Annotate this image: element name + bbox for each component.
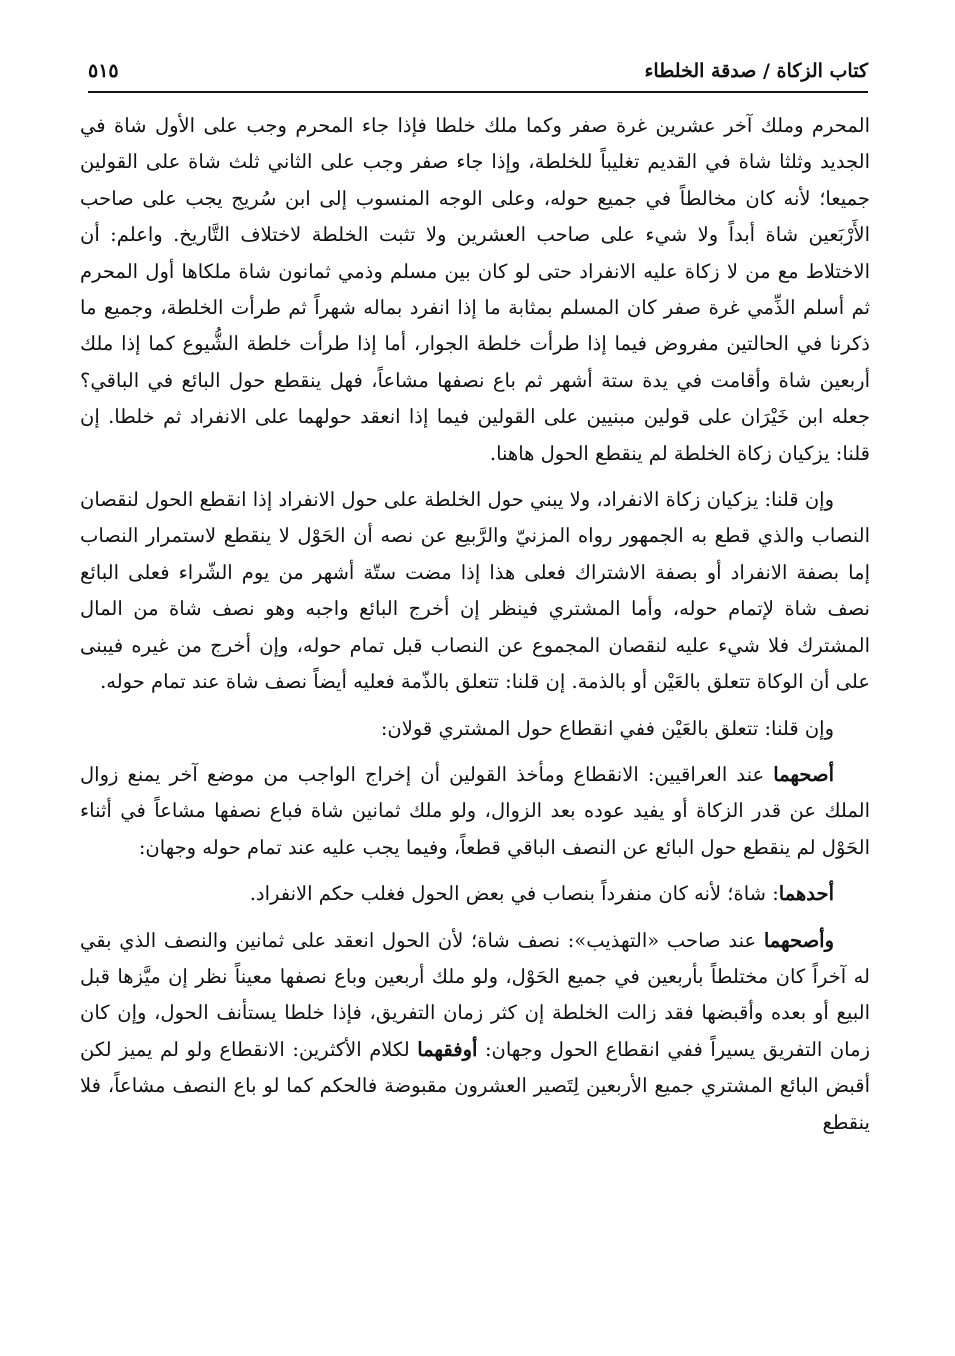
page-body <box>80 108 870 1151</box>
paragraph-text: وإن قلنا: يزكيان زكاة الانفراد، ولا يبني حول الخلطة على حول الانفراد إذا انقطع الحول لنقصان النصاب والذي قطع به الجمهور رواه المزنيّ والرَّبيع عن نصه أن الحَوْل لا ينقطع لاستمرار النصاب إما بصفة الانفراد أو بصفة الاشتراك فعلى هذا إذا مضت ستّة أشهر من يوم الشّراء فعلى البائع نصف شاة لإتمام حوله، وأما المشتري فينظر إن أخرج البائع واجبه وهو نصف شاة من المال المشترك فلا شيء عليه لنقصان المجموع عن النصاب قبل تمام حوله، وإن أخرج من غيره فيبنى على أن الوكاة تتعلق بالعَيْن أو بالذمة. إن قلنا: تتعلق بالذّمة فعليه أيضاً نصف شاة عند تمام حوله. <box>80 488 870 694</box>
paragraph-text: عند صاحب «التهذيب»: نصف شاة؛ لأن الحول انعقد على ثمانين والنصف الذي بقي له آخراً كان مختلطاً بأربعين في جميع الحَوْل، ولو ملك أربعين وباع نصفها معيناً نظر إن ميَّزها قبل البيع أو بعده وأقبضها فقد زالت الخلطة إن كثر زمان التفريق، فإذا خلطا يستأنف الحول، وإن كان زمان التفريق يسيراً ففي انقطاع الحول وجهان: <box>80 928 870 1061</box>
paragraph-text: وإن قلنا: تتعلق بالعَيْن ففي انقطاع حول المشتري قولان: <box>380 716 834 740</box>
paragraph <box>80 482 870 700</box>
bold-term: أحدهما <box>778 882 834 906</box>
paragraph-text: : شاة؛ لأنه كان منفرداً بنصاب في بعض الحول فغلب حكم الانفراد. <box>249 882 779 906</box>
paragraph <box>80 108 870 472</box>
paragraph <box>80 923 870 1141</box>
paragraph-text: لكلام الأكثرين: الانقطاع ولو لم يميز لكن أقبض البائع المشتري جميع الأربعين لِتَصير العشرون مقبوضة فالحكم كما لو باع النصف مشاعاً، فلا ينقطع <box>80 1037 870 1134</box>
paragraph-text: عند العراقيين: الانقطاع ومأخذ القولين أن إخراج الواجب من موضع آخر يمنع زوال الملك عن قدر الزكاة أو يفيد عوده بعد الزوال، ولو ملك ثمانين شاة فباع نصفها مشاعاً في أثناء الحَوْل لم ينقطع حول البائع عن النصف الباقي قطعاً، وفيما يجب عليه عند تمام حوله وجهان: <box>80 762 870 859</box>
paragraph-text: المحرم وملك آخر عشرين غرة صفر وكما ملك خلطا فإذا جاء المحرم وجب على الأول شاة في الجديد وثلثا شاة في القديم تغليباً للخلطة، وإذا جاء صفر وجب على الثاني ثلث شاة على القولين جميعا؛ لأنه كان مخالطاً في جميع حوله، وعلى الوجه المنسوب إلى ابن سُريج يجب على صاحب الأَرْبَعين شاة أبداً ولا شيء على صاحب العشرين ولا تثبت الخلطة لاختلاف التَّاريخ. واعلم: أن الاختلاط مع من لا زكاة عليه الانفراد حتى لو كان بين مسلم وذمي ثمانون شاة ملكاها أول المحرم ثم أسلم الذِّمي غرة صفر كان المسلم بمثابة ما إذا انفرد بماله شهراً ثم طرأت الخلطة، وجميع ما ذكرنا في الحالتين مفروض فيما إذا طرأت خلطة الجوار، أما إذا طرأت خلطة الشُّيوع كما إذا ملك أربعين شاة وأقامت في يدة ستة أشهر ثم باع نصفها مشاعاً، فهل ينقطع حول البائع في الباقي؟ جعله ابن خَيْرَان على قولين مبنيين على القولين فيما إذا انعقد حولهما على الانفراد ثم خلطا. إن قلنا: يزكيان زكاة الخلطة لم ينقطع الحول هاهنا. <box>80 114 870 465</box>
paragraph <box>80 876 870 912</box>
running-title: كتاب الزكاة / صدقة الخلطاء <box>644 60 868 82</box>
paragraph <box>80 757 870 866</box>
bold-term: وأصحهما <box>763 928 834 952</box>
bold-term: أصحهما <box>773 762 834 786</box>
header-rule <box>88 91 868 93</box>
bold-term: أوفقهما <box>417 1037 478 1061</box>
page-header <box>88 52 868 90</box>
paragraph <box>80 711 870 747</box>
page-number: ٥١٥ <box>88 60 119 82</box>
